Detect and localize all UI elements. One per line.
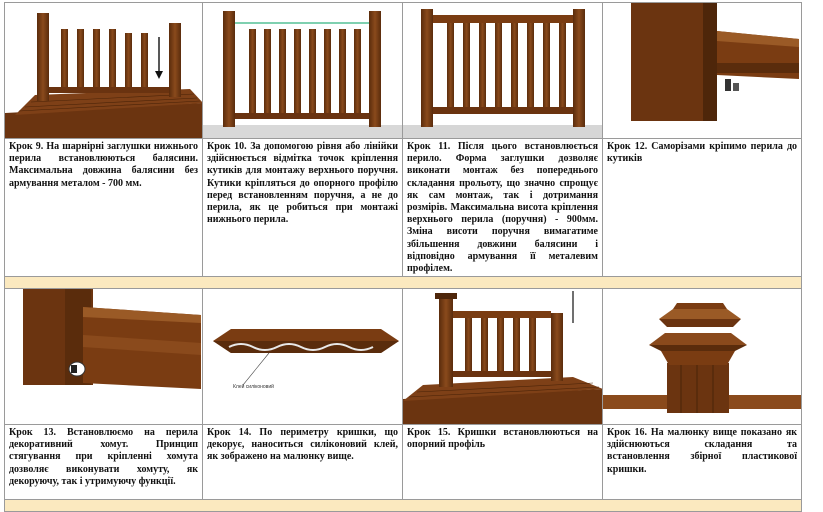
step-14-cell [203,425,403,500]
instruction-sheet [4,2,801,505]
step-16-caption: Крок 16. На малюнку вище показано як здійснюються складання та встановлення збірної пластикової кришки. [607,427,797,475]
separator-band [5,277,802,289]
step-16-illustration [603,289,802,425]
step-13-cell [5,425,203,500]
step-15-cell [403,425,603,500]
step-15-caption: Крок 15. Кришки встановлюються на опорний профіль [407,427,598,451]
bottom-band [5,500,802,512]
step-11-caption: Крок 11. Після цього встановлюється перило. Форма заглушки дозволяє виконати монтаж без попереднього складання прольоту, що значно спрощує як сам монтаж, так і дотримання розмірів. Максимальна висота кріплення верхнього перила (поручня) - 900мм. Зміна висоти поручня вимагатиме збільшення довжини балясини і відповідно армування її металевим профілем. [407,141,598,275]
step-12-illustration [603,3,802,139]
step-10-caption: Крок 10. За допомогою рівня або лінійки здійснюється відмітка точок кріплення кутиків для монтажу верхнього поручня. Кутики кріпляться до опорного профілю перед встановленням поручня, а не до перила, як це робиться при монтажі нижнього перила. [207,141,398,226]
step-9-cell [5,139,203,277]
step-10-cell [203,139,403,277]
step-14-illustration: Клей силіконовий [203,289,403,425]
step-12-caption: Крок 12. Саморізами кріпимо перила до кутиків [607,141,797,165]
step-11-cell [403,139,603,277]
step-13-illustration [5,289,203,425]
step-13-caption: Крок 13. Встановлюємо на перила декоративний хомут. Принцип стягування при кріпленні хомута дозволяє виконувати хомуту, як декоруючу, так і утримуючу функції. [9,427,198,487]
steps-table [4,2,802,512]
step-9-illustration [5,3,203,139]
step-9-caption: Крок 9. На шарнірні заглушки нижнього перила встановлюються балясини. Максимальна довжина балясини без армування металом - 700 мм. [9,141,198,189]
step-10-illustration [203,3,403,139]
step-12-cell [603,139,802,277]
step-11-illustration [403,3,603,139]
step-14-caption: Крок 14. По периметру кришки, що декорує, наноситься силіконовий клей, як зображено на малюнку вище. [207,427,398,463]
step-15-illustration [403,289,603,425]
step-16-cell [603,425,802,500]
